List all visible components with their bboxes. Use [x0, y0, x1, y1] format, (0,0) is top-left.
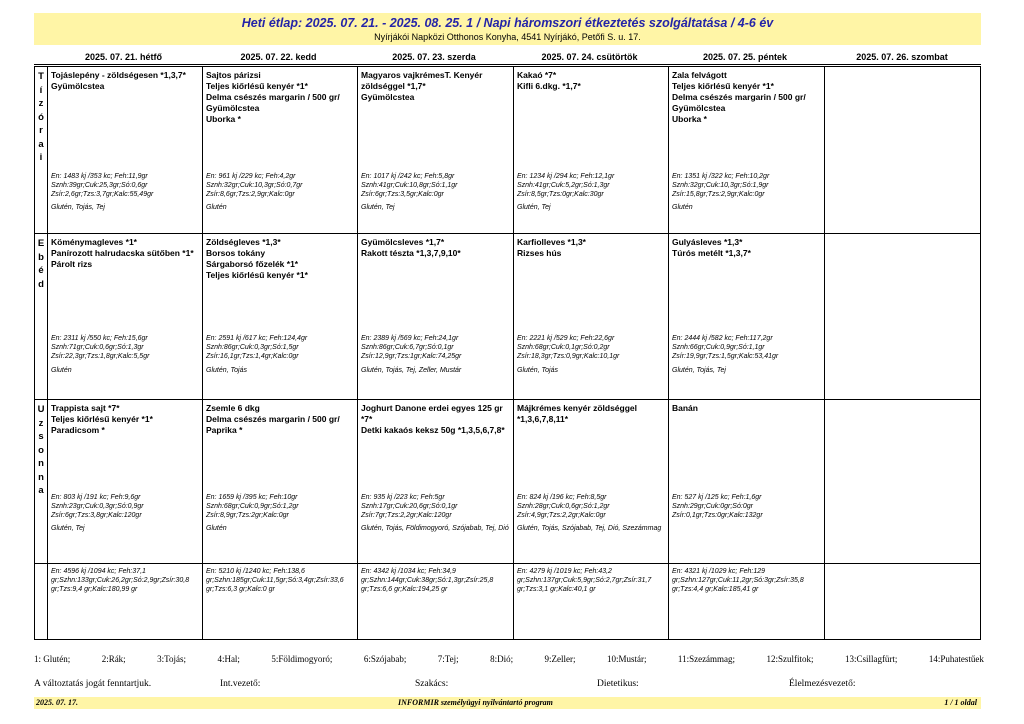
daily-total: En: 4279 kj /1019 kc; Feh:43,2 gr;Szhn:137gr;Cuk:5,9gr;Só:2,7gr;Zsír:31,7 gr;Tzs:3,1 gr;Kalc:40,1 gr — [517, 568, 652, 593]
meal-letter: n — [38, 458, 44, 469]
allergen-legend — [34, 654, 984, 668]
text-line: Köménymagleves *1* — [51, 237, 137, 247]
menu-cell — [203, 234, 357, 399]
text-line: Magyaros vajkrémesT. Kenyér zöldséggel *1,7* — [361, 70, 483, 91]
menu-cell — [203, 400, 357, 563]
text-line: Zsír:8,6gr;Tzs:2,9gr;Kalc:0gr — [206, 191, 295, 198]
menu-cell — [358, 234, 513, 399]
text-line: Glutén, Tej — [51, 525, 85, 532]
meal-letter: b — [38, 251, 44, 263]
text-line: Glutén, Tojás, Tej, Zeller, Mustár — [361, 367, 462, 374]
text-line: Kifli 6.dkg. *1,7* — [517, 81, 581, 91]
legend-item: 8:Dió; — [490, 654, 514, 664]
nutrition-info — [672, 172, 822, 199]
legend-item: 7:Tej; — [437, 654, 459, 664]
text-line: Glutén, Tojás, Szójabab, Tej, Dió, Szezámmag — [517, 525, 662, 532]
legend-item: 11:Szezámmag; — [677, 654, 736, 664]
text-line: Zsír:12,9gr;Tzs:1gr;Kalc:74,25gr — [361, 353, 462, 360]
text-line: Rizses hús — [517, 248, 562, 258]
text-line: Kakaó *7* — [517, 70, 557, 80]
legend-item: 14:Puhatestűek — [928, 654, 984, 664]
nutrition-info — [51, 172, 200, 199]
menu-cell — [669, 400, 824, 563]
text-line: Zsír:22,3gr;Tzs:1,8gr;Kalc:5,5gr — [51, 353, 150, 360]
footer-date: 2025. 07. 17. — [36, 698, 78, 707]
text-line: Sznh:71gr;Cuk:0,6gr;Só:1,3gr — [51, 344, 144, 351]
menu-cell — [669, 234, 824, 399]
text-line: Sznh:17gr;Cuk:20,6gr;Só:0,1gr — [361, 503, 458, 510]
text-line: Sznh:86gr;Cuk:0,3gr;Só:1,5gr — [206, 344, 299, 351]
dish-list — [514, 400, 668, 425]
menu-cell — [514, 400, 668, 563]
menu-cell — [825, 234, 982, 399]
meal-letter: a — [38, 138, 44, 150]
signature-line — [34, 679, 984, 693]
menu-cell — [48, 67, 202, 233]
text-line: Zsír:0,1gr;Tzs:0gr;Kalc:132gr — [672, 512, 763, 519]
text-line: Zala felvágott — [672, 70, 727, 80]
text-line: Glutén — [672, 204, 693, 211]
text-line: Zsír:18,3gr;Tzs:0,9gr;Kalc:10,1gr — [517, 353, 620, 360]
meal-letter: U — [37, 404, 45, 415]
nutrition-info — [517, 493, 666, 520]
daily-total: En: 4321 kj /1029 kc; Feh:129 gr;Szhn:127gr;Cuk:11,2gr;Só:3gr;Zsír:35,8 gr;Tzs:4,4 gr;Kalc:185,41 gr — [672, 568, 804, 593]
page-title: Heti étlap: 2025. 07. 21. - 2025. 08. 25. 1 / Napi háromszori étkeztetés szolgáltatása / 4-6 év — [241, 16, 774, 30]
meal-letter: a — [38, 485, 44, 496]
legend-item: 9:Zeller; — [544, 654, 576, 664]
allergen-info — [51, 366, 200, 375]
menu-cell — [514, 234, 668, 399]
text-line: En: 527 kj /125 kc; Feh:1,6gr — [672, 494, 762, 501]
day-header-row — [34, 49, 981, 65]
text-line: Zsemle 6 dkg — [206, 403, 260, 413]
text-line: Glutén, Tej — [517, 204, 551, 211]
text-line: Tojáslepény - zöldségesen *1,3,7* — [51, 70, 186, 80]
dish-list — [514, 67, 668, 92]
legend-item: 1: Glutén; — [34, 654, 71, 664]
text-line: Glutén, Tojás, Tej — [672, 367, 726, 374]
nutrition-info — [517, 172, 666, 199]
text-line: Borsos tokány — [206, 248, 266, 258]
day-header-2: 2025. 07. 22. kedd — [240, 52, 317, 62]
meal-letter: T — [38, 71, 44, 82]
text-line: Teljes kiőrlésű kenyér *1* — [206, 81, 308, 91]
text-line: Sznh:29gr;Cuk:0gr;Só:0gr — [672, 503, 753, 510]
dish-list — [358, 234, 513, 259]
dish-list — [203, 234, 357, 281]
legend-item: 10:Mustár; — [606, 654, 647, 664]
text-line: Rakott tészta *1,3,7,9,10* — [361, 248, 461, 258]
menu-grid — [34, 66, 981, 640]
meal-letter: z — [38, 98, 44, 109]
allergen-info — [361, 366, 511, 375]
text-line: Glutén — [206, 204, 227, 211]
text-line: Panírozott halrudacska sütőben *1* — [51, 248, 194, 258]
text-line: Banán — [672, 403, 698, 413]
menu-cell — [203, 67, 357, 233]
daily-total — [825, 564, 982, 567]
text-line: Glutén, Tojás — [206, 367, 247, 374]
rights-notice: A változtatás jogát fenntartjuk. — [34, 679, 152, 689]
text-line: Sznh:32gr;Cuk:10,3gr;Só:1,9gr — [672, 182, 769, 189]
text-line: En: 2311 kj /550 kc; Feh:15,6gr — [51, 335, 148, 342]
text-line: En: 1234 kj /294 kc; Feh:12,1gr — [517, 173, 615, 180]
legend-item: 6:Szójabab; — [363, 654, 407, 664]
text-line: Sznh:41gr;Cuk:10,8gr;Só:1,1gr — [361, 182, 458, 189]
dish-list — [669, 67, 824, 125]
dish-list — [669, 234, 824, 259]
dish-list — [514, 234, 668, 259]
text-line: Paradicsom * — [51, 425, 105, 435]
daily-total-cell — [825, 564, 982, 641]
dish-list — [825, 67, 982, 70]
meal-label — [37, 70, 45, 165]
text-line: En: 1017 kj /242 kc; Feh:5,8gr — [361, 173, 455, 180]
dish-list — [48, 234, 202, 270]
text-line: Karfiolleves *1,3* — [517, 237, 586, 247]
text-line: Gyümölcstea — [206, 103, 260, 113]
nutrition-info — [361, 493, 511, 520]
menu-cell — [48, 234, 202, 399]
text-line: En: 2389 kj /569 kc; Feh:24,1gr — [361, 335, 459, 342]
allergen-info — [517, 524, 666, 533]
daily-total-cell — [358, 564, 513, 641]
allergen-info — [51, 203, 200, 212]
text-line: Sznh:66gr;Cuk:0,9gr;Só:1,1gr — [672, 344, 765, 351]
legend-item: 4:Hal; — [217, 654, 240, 664]
text-line: Gulyásleves *1,3* — [672, 237, 743, 247]
text-line: Zsír:7gr;Tzs:2,2gr;Kalc:120gr — [361, 512, 452, 519]
meal-letter: o — [38, 444, 44, 456]
szakacs-label: Szakács: — [415, 679, 449, 689]
text-line: Trappista sajt *7* — [51, 403, 120, 413]
footer-program: INFORMIR személyügyi nyilvántartó program — [398, 698, 553, 707]
text-line: Delma csészés margarin / 500 gr/ — [672, 92, 806, 102]
text-line: Sznh:68gr;Cuk:0,1gr;Só:0,2gr — [517, 344, 610, 351]
menu-cell — [825, 400, 982, 563]
meal-letter: i — [39, 152, 43, 163]
day-header-4: 2025. 07. 24. csütörtök — [541, 52, 638, 62]
allergen-info — [672, 366, 822, 375]
text-line: En: 2444 kj /582 kc; Feh:117,2gr — [672, 335, 773, 342]
text-line: En: 2221 kj /529 kc; Feh:22,6gr — [517, 335, 615, 342]
legend-item: 13:Csillagfürt; — [844, 654, 898, 664]
page-subtitle: Nyírjákói Napközi Otthonos Konyha, 4541 Nyírjákó, Petőfi S. u. 17. — [374, 32, 641, 42]
text-line: Zöldségleves *1,3* — [206, 237, 281, 247]
nutrition-info — [672, 493, 822, 520]
text-line: Detki kakaós keksz 50g *1,3,5,6,7,8* — [361, 425, 505, 435]
text-line: Sznh:28gr;Cuk:0,6gr;Só:1,2gr — [517, 503, 610, 510]
title-band — [34, 13, 981, 45]
nutrition-info — [206, 334, 355, 361]
meal-letter: n — [38, 471, 44, 483]
dish-list — [358, 67, 513, 103]
nutrition-info — [672, 334, 822, 361]
dish-list — [48, 400, 202, 436]
meal-label — [37, 237, 45, 291]
text-line: Zsír:4,9gr;Tzs:2,2gr;Kalc:0gr — [517, 512, 606, 519]
text-line: Gyümölcstea — [361, 92, 415, 102]
text-line: En: 824 kj /196 kc; Feh:8,5gr — [517, 494, 607, 501]
nutrition-info — [361, 172, 511, 199]
dish-list — [825, 234, 982, 237]
daily-total-cell — [514, 564, 668, 641]
nutrition-info — [206, 493, 355, 520]
text-line: En: 2591 kj /617 kc; Feh:124,4gr — [206, 335, 308, 342]
footer-band — [34, 697, 981, 709]
legend-item: 2:Rák; — [101, 654, 126, 664]
allergen-info — [361, 203, 511, 212]
text-line: Sznh:41gr;Cuk:5,2gr;Só:1,3gr — [517, 182, 610, 189]
meal-row-2 — [35, 234, 980, 400]
nutrition-info — [51, 334, 200, 361]
dish-list — [358, 400, 513, 436]
text-line: Teljes kiőrlésű kenyér *1* — [51, 414, 153, 424]
text-line: En: 1483 kj /353 kc; Feh:11,9gr — [51, 173, 148, 180]
text-line: Gyümölcstea — [51, 81, 105, 91]
text-line: Glutén — [206, 525, 227, 532]
dish-list — [203, 67, 357, 125]
nutrition-info — [361, 334, 511, 361]
text-line: Uborka * — [672, 114, 707, 124]
text-line: Sznh:39gr;Cuk:25,3gr;Só:0,6gr — [51, 182, 148, 189]
text-line: Delma csészés margarin / 500 gr/ — [206, 92, 340, 102]
daily-total: En: 4596 kj /1094 kc; Feh:37,1 gr;Szhn:133gr;Cuk:26,2gr;Só:2,9gr;Zsír:30,8 gr;Tzs:9,4 gr;Kalc:180,99 gr — [51, 568, 190, 593]
text-line: Zsír:15,8gr;Tzs:2,9gr;Kalc:0gr — [672, 191, 765, 198]
legend-item: 3:Tojás; — [157, 654, 186, 664]
text-line: Delma csészés margarin / 500 gr/ — [206, 414, 340, 424]
dish-list — [203, 400, 357, 436]
allergen-info — [517, 366, 666, 375]
text-line: Sznh:86gr;Cuk:6,7gr;Só:0,1gr — [361, 344, 454, 351]
text-line: Sárgaborsó főzelék *1* — [206, 259, 299, 269]
allergen-info — [206, 203, 355, 212]
daily-total: En: 5210 kj /1240 kc; Feh:138,6 gr;Szhn:185gr;Cuk:11,5gr;Só:3,4gr;Zsír:33,6 gr;Tzs:6,3 gr;Kalc:0 gr — [206, 568, 344, 593]
nutrition-info — [517, 334, 666, 361]
dish-list — [825, 400, 982, 403]
allergen-info — [206, 366, 355, 375]
allergen-info — [206, 524, 355, 533]
daily-total-cell — [203, 564, 357, 641]
menu-cell — [669, 67, 824, 233]
meal-letter: r — [39, 125, 43, 136]
text-line: En: 803 kj /191 kc; Feh:9,6gr — [51, 494, 141, 501]
elelmezesvezeto-label: Élelmezésvezető: — [789, 679, 856, 689]
daily-total: En: 4342 kj /1034 kc; Feh:34,9 gr;Szhn:144gr;Cuk:38gr;Só:1,3gr;Zsír:25,8 gr;Tzs:6,6 gr;Kalc:194,25 gr — [361, 568, 494, 593]
nutrition-info — [51, 493, 200, 520]
menu-cell — [48, 400, 202, 563]
text-line: Joghurt Danone erdei egyes 125 gr *7* — [361, 403, 503, 424]
text-line: Zsír:19,9gr;Tzs:1,5gr;Kalc:53,41gr — [672, 353, 779, 360]
meal-letter: í — [39, 84, 43, 96]
daily-total-cell — [669, 564, 824, 641]
text-line: Párolt rizs — [51, 259, 93, 269]
day-header-3: 2025. 07. 23. szerda — [392, 52, 476, 62]
text-line: Zsír:6gr;Tzs:3,5gr;Kalc:0gr — [361, 191, 444, 198]
menu-cell — [514, 67, 668, 233]
text-line: Glutén — [51, 367, 72, 374]
daily-total-cell — [48, 564, 202, 641]
int-vezeto-label: Int.vezető: — [220, 679, 261, 689]
meal-letter: é — [38, 265, 44, 276]
day-header-5: 2025. 07. 25. péntek — [702, 52, 788, 62]
dish-list — [48, 67, 202, 92]
totals-row — [35, 564, 980, 641]
text-line: Glutén, Tojás, Földimogyoró, Szójabab, Tej, Dió — [361, 525, 509, 532]
text-line: Zsír:8,9gr;Tzs:2gr;Kalc:0gr — [206, 512, 289, 519]
meal-letter: z — [38, 417, 44, 429]
day-header-6: 2025. 07. 26. szombat — [856, 52, 948, 62]
meal-row-3 — [35, 400, 980, 564]
text-line: Uborka * — [206, 114, 241, 124]
text-line: Zsír:6gr;Tzs:3,8gr;Kalc:120gr — [51, 512, 142, 519]
text-line: Zsír:8,5gr;Tzs:0gr;Kalc:30gr — [517, 191, 604, 198]
text-line: Zsír:2,6gr;Tzs:3,7gr;Kalc:55,49gr — [51, 191, 154, 198]
meal-row-1 — [35, 67, 980, 234]
menu-cell — [358, 400, 513, 563]
meal-letter: d — [38, 278, 44, 290]
allergen-info — [51, 524, 200, 533]
meal-letter: ó — [38, 111, 44, 123]
allergen-info — [517, 203, 666, 212]
text-line: Paprika * — [206, 425, 243, 435]
text-line: En: 1351 kj /322 kc; Feh:10,2gr — [672, 173, 770, 180]
allergen-info — [361, 524, 511, 533]
text-line: En: 961 kj /229 kc; Feh:4,2gr — [206, 173, 296, 180]
text-line: Glutén, Tojás — [517, 367, 558, 374]
text-line: Gyümölcsleves *1,7* — [361, 237, 445, 247]
meal-letter: E — [37, 238, 45, 249]
text-line: Gyümölcstea — [672, 103, 726, 113]
text-line: Sajtos párizsi — [206, 70, 261, 80]
dietetikus-label: Dietetikus: — [597, 679, 639, 689]
text-line: Glutén, Tojás, Tej — [51, 204, 105, 211]
legend-item: 5:Földimogyoró; — [271, 654, 333, 664]
text-line: Sznh:23gr;Cuk:0,3gr;Só:0,9gr — [51, 503, 144, 510]
meal-label — [37, 403, 45, 498]
text-line: Glutén, Tej — [361, 204, 395, 211]
text-line: En: 935 kj /223 kc; Feh:5gr — [361, 494, 445, 501]
legend-item: 12:Szulfitok; — [766, 654, 814, 664]
text-line: Túrós metélt *1,3,7* — [672, 248, 751, 258]
text-line: Teljes kiőrlésű kenyér *1* — [672, 81, 774, 91]
menu-cell — [358, 67, 513, 233]
day-header-1: 2025. 07. 21. hétfő — [84, 52, 163, 62]
dish-list — [669, 400, 824, 414]
text-line: Sznh:68gr;Cuk:0,9gr;Só:1,2gr — [206, 503, 299, 510]
footer-page: 1 / 1 oldal — [944, 698, 977, 707]
nutrition-info — [206, 172, 355, 199]
text-line: En: 1659 kj /395 kc; Feh:10gr — [206, 494, 298, 501]
text-line: Zsír:16,1gr;Tzs:1,4gr;Kalc:0gr — [206, 353, 299, 360]
text-line: Sznh:32gr;Cuk:10,3gr;Só:0,7gr — [206, 182, 303, 189]
allergen-info — [672, 203, 822, 212]
text-line: Teljes kiőrlésű kenyér *1* — [206, 270, 308, 280]
menu-cell — [825, 67, 982, 233]
text-line: Májkrémes kenyér zöldséggel *1,3,6,7,8,11* — [517, 403, 638, 424]
meal-letter: s — [38, 431, 44, 442]
